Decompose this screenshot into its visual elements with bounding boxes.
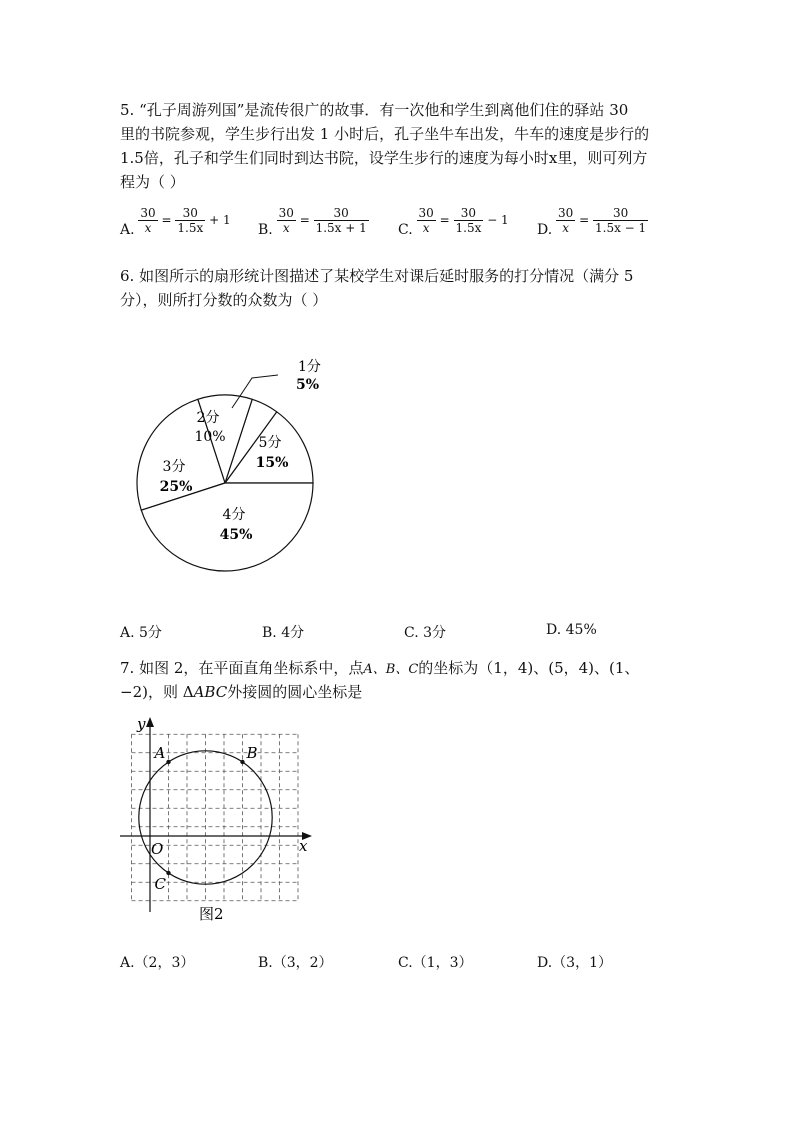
slice-label-2-pct: 10% bbox=[194, 429, 226, 445]
figure-caption: 图2 bbox=[199, 905, 224, 923]
q6-option-b[interactable]: B. 4分 bbox=[262, 625, 305, 641]
equals-sign: = bbox=[299, 213, 310, 227]
q5-option-d[interactable] bbox=[537, 206, 648, 238]
x-axis-label: x bbox=[299, 837, 308, 855]
q5-line-1: 5. “孔子周游列国”是流传很广的故事．有一次他和学生到离他们住的驿站 30 bbox=[120, 101, 629, 119]
fraction-rhs: $\frac{30}{1.5x - 1}$ bbox=[595, 206, 647, 235]
option-letter: B. bbox=[258, 222, 273, 238]
q7-triangle-text: ABC bbox=[193, 683, 228, 701]
point-label-a: A bbox=[154, 744, 166, 762]
q7-text-d: 外接圆的圆心坐标是 bbox=[227, 683, 363, 701]
point-label-b: B bbox=[246, 744, 258, 762]
fraction-lhs: $\frac{30}{x}$ bbox=[558, 206, 574, 235]
point-c bbox=[166, 871, 170, 875]
q7-option-a[interactable]: A.（2，3） bbox=[120, 955, 195, 971]
pie-chart bbox=[120, 350, 340, 590]
fraction-rhs: $\frac{30}{1.5x + 1}$ bbox=[315, 206, 367, 235]
q5-line-4: 程为（ ） bbox=[120, 173, 185, 191]
q5-option-b[interactable] bbox=[258, 206, 369, 238]
q7-text-a: 7. 如图 2，在平面直角坐标系中，点 bbox=[120, 659, 364, 677]
q6-option-c[interactable]: C. 3分 bbox=[404, 625, 447, 641]
q7-option-c[interactable]: C.（1，3） bbox=[398, 955, 473, 971]
slice-label-3-pct: 25% bbox=[159, 479, 193, 495]
slice-label-2-name: 2分 bbox=[196, 410, 220, 426]
point-a bbox=[166, 760, 170, 764]
q7-line-1 bbox=[120, 658, 639, 680]
q6-option-a[interactable]: A. 5分 bbox=[120, 625, 162, 641]
y-axis-arrow-icon bbox=[146, 717, 154, 727]
y-axis-label: y bbox=[137, 715, 146, 733]
q7-option-b[interactable]: B.（3，2） bbox=[258, 955, 333, 971]
q6-line-1: 6. 如图所示的扇形统计图描述了某校学生对课后延时服务的打分情况（满分 5 bbox=[120, 267, 634, 285]
option-letter: C. bbox=[398, 222, 413, 238]
coordinate-figure bbox=[115, 712, 320, 927]
origin-label: O bbox=[151, 840, 164, 858]
formula-tail: − 1 bbox=[487, 213, 509, 227]
q5-option-a[interactable] bbox=[120, 206, 231, 238]
fraction-rhs: $\frac{30}{1.5x}$ bbox=[455, 206, 482, 235]
equals-sign: = bbox=[579, 213, 590, 227]
point-label-c: C bbox=[154, 875, 166, 893]
equals-sign: = bbox=[161, 213, 172, 227]
q6-line-2: 分），则所打分数的众数为（ ） bbox=[120, 291, 328, 309]
fraction-lhs: $\frac{30}{x}$ bbox=[418, 206, 434, 235]
slice-label-1-pct: 5% bbox=[296, 377, 320, 393]
q7-points-text: A、B、C bbox=[363, 662, 419, 677]
fraction-lhs: $\frac{30}{x}$ bbox=[278, 206, 294, 235]
q5-line-3: 1.5倍，孔子和学生们同时到达书院，设学生步行的速度为每小时x里，则可列方 bbox=[120, 149, 648, 167]
option-letter: A. bbox=[120, 222, 135, 238]
q5-line-2: 里的书院参观，学生步行出发 1 小时后，孔子坐牛车出发，牛车的速度是步行的 bbox=[120, 125, 650, 143]
q7-text-c: −2)，则 Δ bbox=[120, 683, 194, 701]
q7-option-d[interactable]: D.（3，1） bbox=[537, 955, 612, 971]
equals-sign: = bbox=[439, 213, 450, 227]
q7-line-2 bbox=[120, 682, 362, 702]
slice-label-5-name: 5分 bbox=[258, 435, 282, 451]
point-b bbox=[240, 760, 244, 764]
formula-tail: + 1 bbox=[209, 213, 231, 227]
fraction-rhs: $\frac{30}{1.5x}$ bbox=[177, 206, 204, 235]
q6-option-d[interactable]: D. 45% bbox=[546, 622, 597, 638]
slice-label-4-name: 4分 bbox=[222, 507, 246, 523]
slice-label-1-name: 1分 bbox=[298, 359, 321, 375]
q7-text-b: 的坐标为（1，4)、(5，4)、(1、 bbox=[418, 659, 640, 677]
q5-option-c[interactable] bbox=[398, 206, 509, 238]
slice-label-4-pct: 45% bbox=[219, 527, 253, 543]
slice-label-3-name: 3分 bbox=[162, 459, 186, 475]
fraction-lhs: $\frac{30}{x}$ bbox=[140, 206, 156, 235]
slice-label-5-pct: 15% bbox=[255, 455, 289, 471]
option-letter: D. bbox=[537, 222, 553, 238]
